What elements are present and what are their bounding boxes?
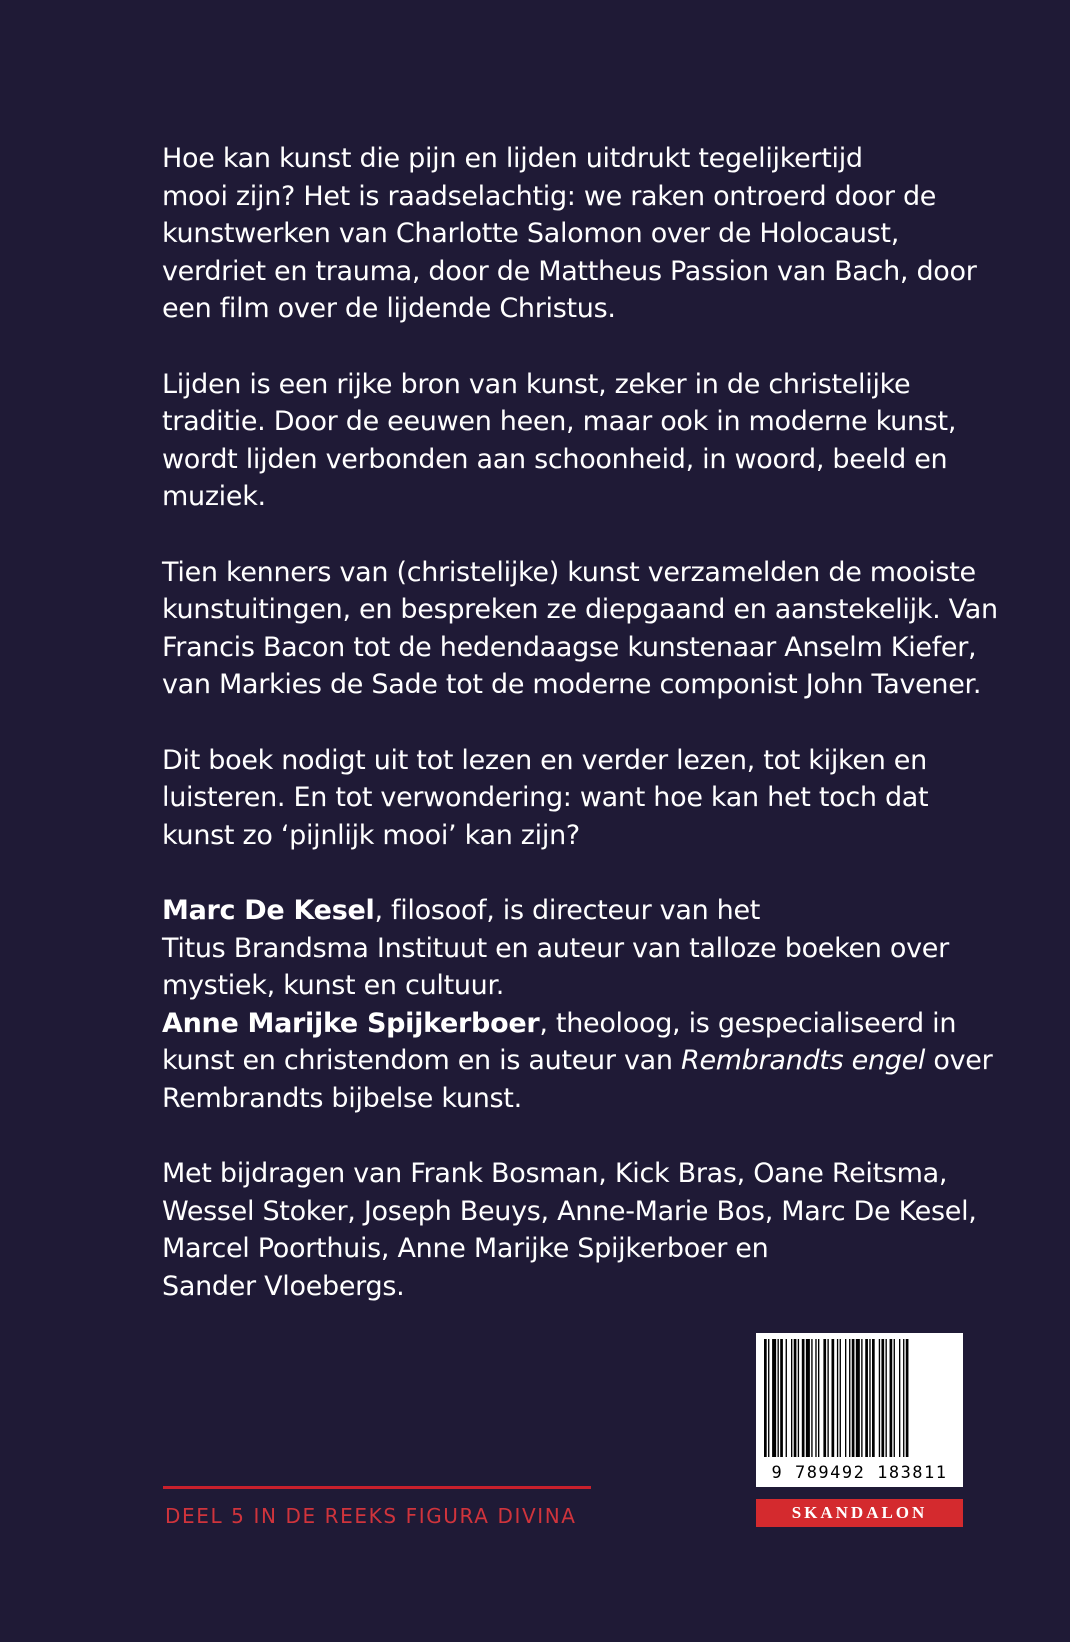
barcode-bar [786,1339,787,1457]
barcode-bar [811,1339,812,1457]
barcode-bar [894,1339,895,1457]
text-line: muziek. [162,481,266,512]
text-line: luisteren. En tot verwondering: want hoe kan het toch dat [162,782,929,813]
barcode [756,1333,963,1487]
book-title: Rembrandts engel [680,1045,926,1076]
barcode-bar [845,1339,846,1457]
barcode-bar [791,1339,792,1457]
text-line: Marcel Poorthuis, Anne Marijke Spijkerboer en [162,1233,769,1264]
barcode-bar [827,1339,828,1457]
text-line: Francis Bacon tot de hedendaagse kunstenaar Anselm Kiefer, [162,631,977,663]
barcode-bar [840,1339,841,1457]
author-bios [162,892,993,1117]
text-line: een film over de lijdende Christus. [162,293,616,324]
barcode-bar [879,1339,880,1457]
text-line: Met bijdragen van Frank Bosman, Kick Bras, Oane Reitsma, [162,1158,948,1189]
text-line: kunstwerken van Charlotte Salomon over de Holocaust, [162,218,899,249]
barcode-bar [768,1339,769,1457]
barcode-bar [832,1339,835,1457]
barcode-bar [881,1339,884,1457]
text-line: traditie. Door de eeuwen heen, maar ook in moderne kunst, [162,406,957,437]
barcode-bar [778,1339,779,1457]
text-line: mystiek, kunst en cultuur. [162,970,505,1001]
series-label: DEEL 5 IN DE REEKS FIGURA DIVINA [165,1504,577,1528]
text-line: wordt lijden verbonden aan schoonheid, in woord, beeld en [162,443,948,475]
text-line: Tien kenners van (christelijke) kunst verzamelden de mooiste [162,556,976,588]
text-line: Sander Vloebergs. [162,1270,405,1302]
text-line: kunstuitingen, en bespreken ze diepgaand en aanstekelijk. Van [162,594,998,625]
barcode-bar [780,1339,783,1457]
barcode-bar [886,1339,887,1457]
author-bio-text: , filosoof, is directeur van het [374,895,761,926]
text-line: van Markies de Sade tot de moderne componist John Tavener. [162,669,982,700]
barcode-bar [806,1339,810,1457]
barcode-bars [756,1333,963,1461]
barcode-bar [852,1339,855,1457]
barcode-bar [899,1339,900,1457]
text-line [162,892,982,930]
text-line: verdriet en trauma, door de Mattheus Passion van Bach, door [162,255,977,287]
barcode-bar [837,1339,838,1457]
paragraph-invitation [162,742,982,855]
text-line: kunst zo ‘pijnlijk mooi’ kan zijn? [162,819,580,851]
barcode-bar [794,1339,797,1457]
text-line: Lijden is een rijke bron van kunst, zeker in de christelijke [162,368,911,400]
barcode-bar [802,1339,805,1457]
text-line: Rembrandts bijbelse kunst. [162,1082,522,1114]
text-line: Titus Brandsma Instituut en auteur van talloze boeken over [162,932,949,964]
barcode-bar [903,1339,904,1457]
barcode-bar [772,1339,776,1457]
barcode-bar [849,1339,850,1457]
author-name: Anne Marijke Spijkerboer [162,1007,540,1039]
text-line: Wessel Stoker, Joseph Beuys, Anne-Marie Bos, Marc De Kesel, [162,1195,977,1227]
series-divider [163,1486,591,1489]
paragraph-experts [162,554,998,704]
text-line [162,1005,982,1043]
text-line: Dit boek nodigt uit tot lezen en verder lezen, tot kijken en [162,744,927,776]
back-cover-text [162,140,998,1305]
barcode-bar [856,1339,860,1457]
barcode-bar [861,1339,862,1457]
text-line [162,1042,993,1080]
barcode-bar [906,1339,909,1457]
barcode-bar [872,1339,875,1457]
paragraph-intro [162,140,982,328]
barcode-bar [890,1339,893,1457]
text-line: Hoe kan kunst die pijn en lijden uitdrukt tegelijkertijd [162,143,863,174]
author-bio-text: kunst en christendom en is auteur van [162,1045,681,1076]
barcode-bar [869,1339,870,1457]
barcode-bar [818,1339,819,1457]
barcode-bar [823,1339,826,1457]
text-line: mooi zijn? Het is raadselachtig: we raken ontroerd door de [162,180,937,212]
contributors [162,1155,982,1305]
isbn-number: 9 789492 183811 [771,1463,948,1483]
barcode-bar [865,1339,868,1457]
paragraph-suffering [162,366,982,516]
author-name: Marc De Kesel [162,895,375,926]
barcode-bar [815,1339,816,1457]
author-bio-text: over [925,1045,993,1076]
barcode-bar [798,1339,799,1457]
author-bio-text: , theoloog, is gespecialiseerd in [539,1007,957,1039]
barcode-bar [764,1339,767,1457]
publisher-logo: SKANDALON [756,1499,963,1527]
